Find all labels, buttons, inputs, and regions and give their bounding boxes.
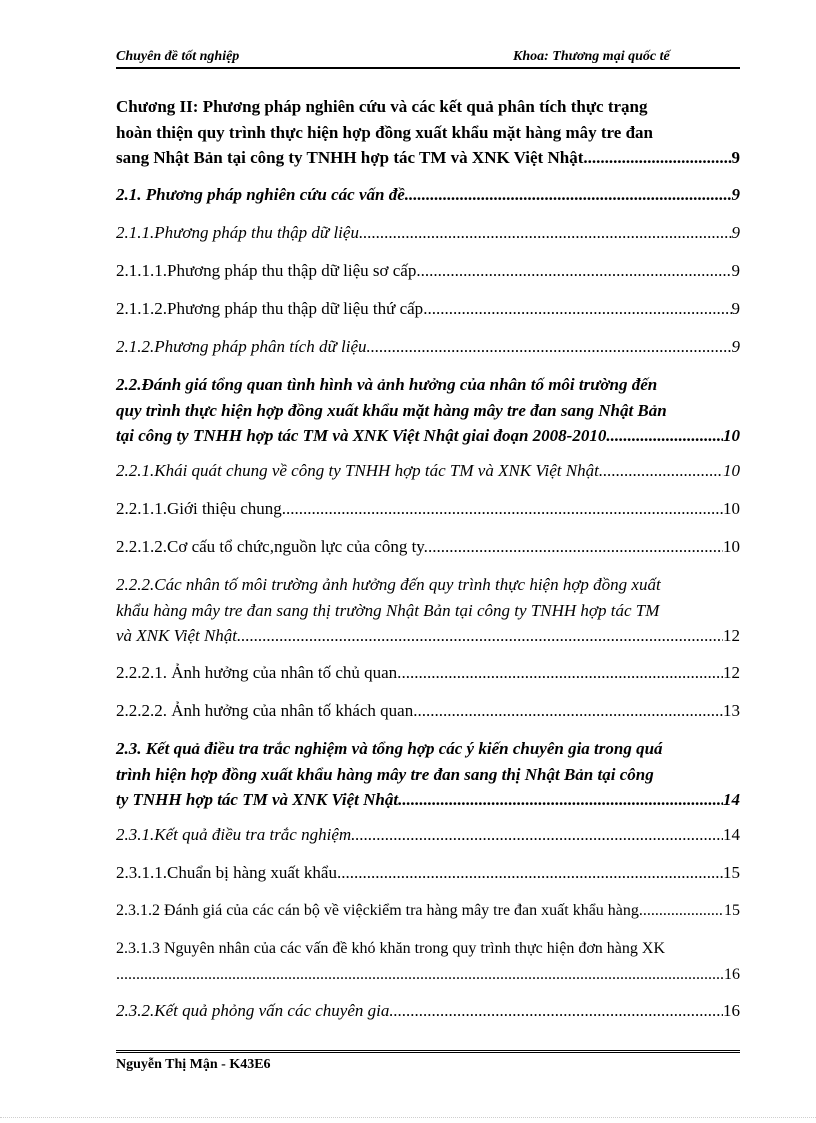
dot-leader xyxy=(606,423,723,449)
page-number: 12 xyxy=(723,626,740,645)
dot-leader xyxy=(639,898,724,924)
page-number: 15 xyxy=(724,902,740,919)
page-number: 15 xyxy=(723,863,740,882)
page-number: 9 xyxy=(731,223,740,242)
dot-leader xyxy=(428,534,723,560)
toc-section-2-2[interactable] xyxy=(116,372,740,449)
page-number: 13 xyxy=(723,701,740,720)
toc-line: sang Nhật Bản tại công ty TNHH hợp tác TM và XNK Việt Nhật xyxy=(116,148,584,167)
header-faculty: Khoa: Thương mại quốc tế xyxy=(513,49,670,64)
dot-leader xyxy=(583,145,731,171)
toc-section-2-3[interactable] xyxy=(116,736,740,813)
header-thesis-title: Chuyên đề tốt nghiệp xyxy=(116,49,240,64)
dot-leader xyxy=(286,496,723,522)
dot-leader xyxy=(417,698,723,724)
dot-leader xyxy=(355,822,723,848)
toc-line: 2.2.Đánh giá tổng quan tình hình và ảnh hưởng của nhân tố môi trường đến xyxy=(116,375,658,394)
toc-text: 2.3.1.1.Chuẩn bị hàng xuất khẩu. xyxy=(116,863,342,882)
toc-text: 2.3.1.2 Đánh giá của các cán bộ về việckiểm tra hàng mây tre đan xuất khẩu hàng xyxy=(116,902,639,919)
toc-line: 2.3.1.3 Nguyên nhân của các vấn đề khó khăn trong quy trình thực hiện đơn hàng XK xyxy=(116,940,665,957)
toc-text: 2.2.1.Khái quát chung về công ty TNHH hợp tác TM và XNK Việt Nhật xyxy=(116,461,599,480)
dot-leader xyxy=(116,962,724,988)
toc-text: 2.1.1.2.Phương pháp thu thập dữ liệu thứ cấp xyxy=(116,299,424,318)
toc-chapter-2[interactable] xyxy=(116,94,740,171)
toc-section-2-3-1[interactable] xyxy=(116,822,740,848)
toc-line: ty TNHH hợp tác TM và XNK Việt Nhật xyxy=(116,790,399,809)
toc-section-2-1-1[interactable] xyxy=(116,220,740,246)
toc-section-2-2-2-1[interactable] xyxy=(116,660,740,686)
page-header xyxy=(116,49,740,69)
toc-section-2-1[interactable] xyxy=(116,182,740,208)
toc-line: trình hiện hợp đồng xuất khẩu hàng mây tre đan sang thị Nhật Bản tại công xyxy=(116,764,654,784)
dot-leader xyxy=(398,787,723,813)
toc-line: quy trình thực hiện hợp đồng xuất khẩu mặt hàng mây tre đan sang Nhật Bản xyxy=(116,400,667,420)
toc-section-2-3-1-1[interactable] xyxy=(116,860,740,886)
dot-leader xyxy=(409,182,731,208)
page-number: 16 xyxy=(724,965,740,983)
toc-text: 2.1.2.Phương pháp phân tích dữ liệu xyxy=(116,337,367,356)
toc-line: 2.2.2.Các nhân tố môi trường ảnh hưởng đến quy trình thực hiện hợp đồng xuất xyxy=(116,575,661,594)
page-number: 12 xyxy=(723,663,740,682)
toc-section-2-3-1-2[interactable] xyxy=(116,898,740,924)
toc-section-2-2-1-1[interactable] xyxy=(116,496,740,522)
toc-line: Chương II: Phương pháp nghiên cứu và các kết quả phân tích thực trạng xyxy=(116,97,648,116)
toc-text: 2.3.1.Kết quả điều tra trắc nghiệm. xyxy=(116,825,356,844)
toc-section-2-3-2[interactable] xyxy=(116,998,740,1024)
toc-section-2-1-1-2[interactable] xyxy=(116,296,740,322)
page-number: 9 xyxy=(731,148,740,167)
dot-leader xyxy=(341,860,723,886)
page-number: 9 xyxy=(731,337,740,356)
toc-line: 2.3. Kết quả điều tra trắc nghiệm và tổng hợp các ý kiến chuyên gia trong quá xyxy=(116,739,663,758)
dot-leader xyxy=(359,220,732,246)
toc-text: 2.2.2.1. Ảnh hưởng của nhân tố chủ quan. xyxy=(116,663,402,682)
page-number: 9 xyxy=(731,261,740,280)
footer-author: Nguyễn Thị Mận - K43E6 xyxy=(116,1057,271,1072)
toc-text: 2.2.1.2.Cơ cấu tổ chức,nguồn lực của công ty. xyxy=(116,537,428,556)
dot-leader xyxy=(241,623,723,649)
page-number: 10 xyxy=(723,537,740,556)
toc-section-2-2-2[interactable] xyxy=(116,572,740,649)
page-edge-rule xyxy=(0,1117,816,1119)
toc-section-2-2-2-2[interactable] xyxy=(116,698,740,724)
dot-leader xyxy=(416,258,731,284)
dot-leader xyxy=(599,458,723,484)
page-number: 10 xyxy=(723,461,740,480)
page-number: 14 xyxy=(723,825,740,844)
toc-text: 2.1. Phương pháp nghiên cứu các vấn đề. xyxy=(116,185,410,204)
toc-line: khẩu hàng mây tre đan sang thị trường Nhật Bản tại công ty TNHH hợp tác TM xyxy=(116,600,660,620)
dot-leader xyxy=(366,334,731,360)
toc-line: hoàn thiện quy trình thực hiện hợp đồng xuất khẩu mặt hàng mây tre đan xyxy=(116,122,653,142)
toc-text: 2.1.1.1.Phương pháp thu thập dữ liệu sơ cấp xyxy=(116,261,417,280)
toc-text: 2.3.2.Kết quả phỏng vấn các chuyên gia xyxy=(116,1001,390,1020)
toc-section-2-3-1-3[interactable] xyxy=(116,936,740,987)
toc-text: 2.2.2.2. Ảnh hưởng của nhân tố khách quan. xyxy=(116,701,418,720)
dot-leader xyxy=(401,660,723,686)
toc-line: và XNK Việt Nhật. xyxy=(116,626,242,645)
page-number: 9 xyxy=(731,185,740,204)
toc-section-2-2-1[interactable] xyxy=(116,458,740,484)
toc-section-2-1-1-1[interactable] xyxy=(116,258,740,284)
page-number: 14 xyxy=(723,790,740,809)
toc-line: tại công ty TNHH hợp tác TM và XNK Việt Nhật giai đoạn 2008-2010 xyxy=(116,426,607,445)
toc-section-2-1-2[interactable] xyxy=(116,334,740,360)
toc-text: 2.2.1.1.Giới thiệu chung. xyxy=(116,499,286,518)
toc-section-2-2-1-2[interactable] xyxy=(116,534,740,560)
page-footer xyxy=(116,1050,740,1073)
toc-text: 2.1.1.Phương pháp thu thập dữ liệu xyxy=(116,223,359,242)
page-number: 16 xyxy=(723,1001,740,1020)
dot-leader xyxy=(389,998,723,1024)
dot-leader xyxy=(423,296,731,322)
page-number: 10 xyxy=(723,499,740,518)
page-number: 10 xyxy=(723,426,740,445)
page-number: 9 xyxy=(731,299,740,318)
